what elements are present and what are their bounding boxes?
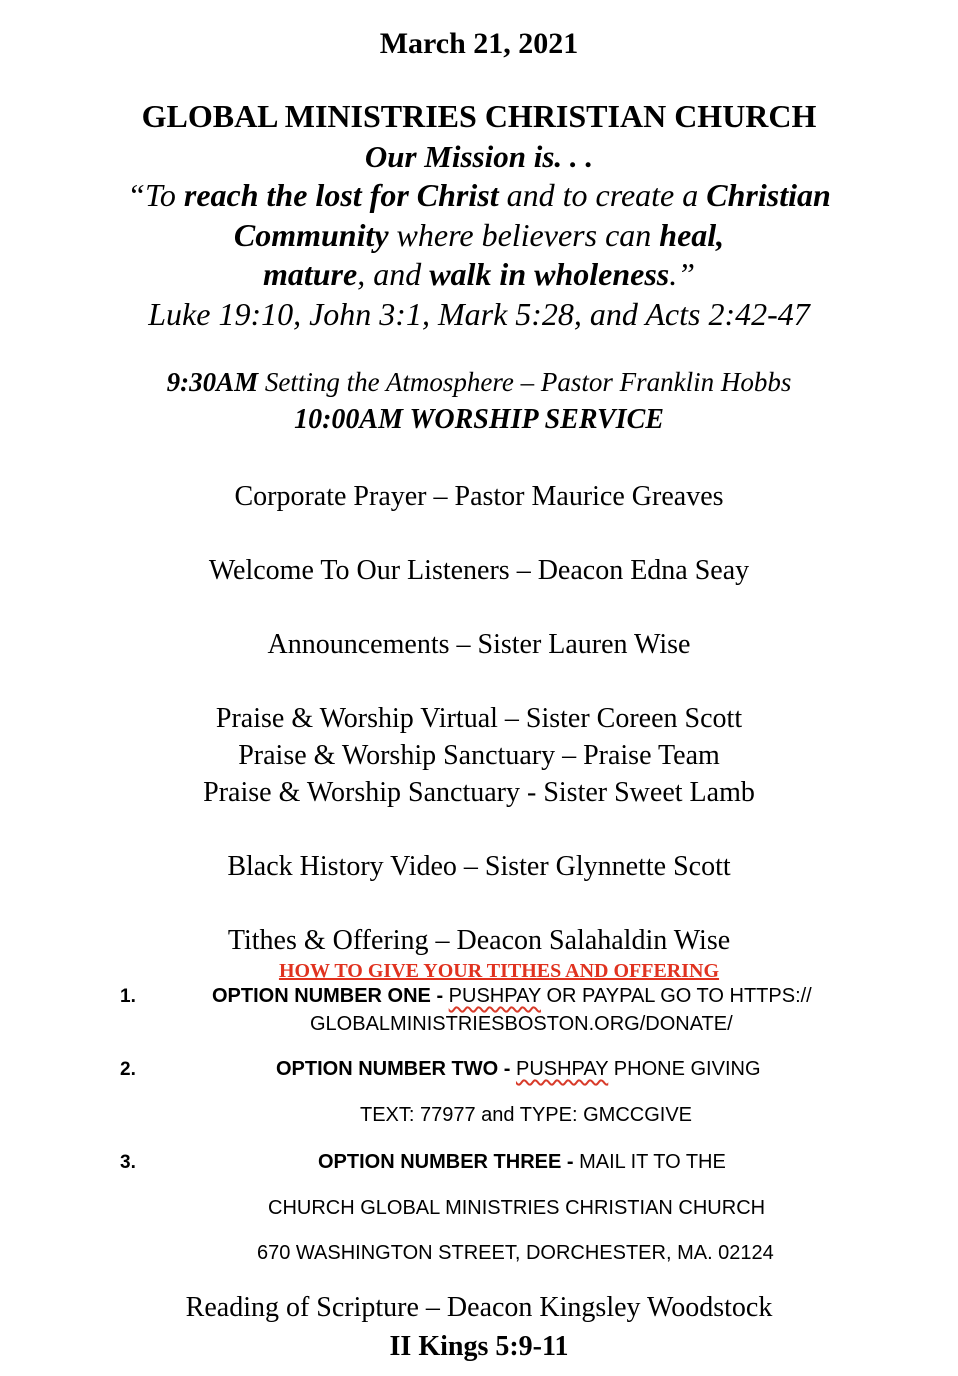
program-item-welcome: Welcome To Our Listeners – Deacon Edna Seay — [208, 555, 750, 586]
option-2-text: PHONE GIVING — [608, 1058, 761, 1080]
pre-service-line — [0, 367, 958, 398]
mission-emphasis: heal, — [659, 217, 725, 253]
option-1-url: GLOBALMINISTRIESBOSTON.ORG/DONATE/ — [310, 1013, 733, 1035]
option-3-text: MAIL IT TO THE — [579, 1151, 726, 1173]
mission-line-1 — [0, 177, 958, 214]
program-item-praise-virtual: Praise & Worship Virtual – Sister Coreen Scott — [215, 703, 743, 734]
program-item-announcements: Announcements – Sister Lauren Wise — [267, 629, 691, 660]
mission-emphasis: Christian — [706, 177, 831, 213]
mission-text: where believers can — [388, 217, 660, 253]
mission-line-2 — [0, 217, 958, 254]
option-3-line — [318, 1151, 726, 1174]
giving-heading: HOW TO GIVE YOUR TITHES AND OFFERING — [278, 960, 720, 982]
scripture-references: Luke 19:10, John 3:1, Mark 5:28, and Acts 2:42-47 — [148, 296, 810, 332]
mission-label: Our Mission is. . . — [364, 139, 594, 174]
option-1-text: OR PAYPAL GO TO HTTPS:// — [540, 985, 812, 1007]
pre-service-time: 9:30AM — [166, 367, 259, 397]
mission-text: , and — [357, 256, 430, 292]
option-2-line — [276, 1058, 761, 1081]
mission-text: .” — [669, 256, 696, 292]
mission-line-3 — [0, 256, 958, 293]
option-3-number: 3. — [120, 1152, 136, 1173]
pushpay-misspelled: PUSHPAY — [448, 985, 541, 1007]
program-item-corporate-prayer: Corporate Prayer – Pastor Maurice Greaves — [234, 481, 724, 512]
program-item-praise-sanctuary-solo: Praise & Worship Sanctuary - Sister Sweet Lamb — [203, 777, 755, 808]
program-item-black-history: Black History Video – Sister Glynnette Scott — [227, 851, 731, 882]
option-2-number: 2. — [120, 1059, 136, 1080]
option-1-line — [212, 985, 812, 1008]
option-2-label: OPTION NUMBER TWO - — [276, 1058, 516, 1080]
mission-text: and to create a — [498, 177, 707, 213]
bulletin-date: March 21, 2021 — [379, 27, 579, 60]
mission-text: “To — [127, 177, 184, 213]
church-name: GLOBAL MINISTRIES CHRISTIAN CHURCH — [141, 98, 817, 134]
mission-emphasis: Community — [233, 217, 389, 253]
option-2-text-instructions: TEXT: 77977 and TYPE: GMCCGIVE — [360, 1104, 692, 1126]
worship-service-heading: 10:00AM WORSHIP SERVICE — [294, 404, 664, 435]
mission-emphasis: mature — [262, 256, 358, 292]
option-3-label: OPTION NUMBER THREE - — [318, 1151, 580, 1173]
program-item-tithes: Tithes & Offering – Deacon Salahaldin Wise — [227, 925, 731, 956]
option-1-label: OPTION NUMBER ONE - — [212, 985, 449, 1007]
mission-emphasis: reach the lost for Christ — [183, 177, 499, 213]
option-3-address: 670 WASHINGTON STREET, DORCHESTER, MA. 02124 — [257, 1242, 774, 1264]
option-1-number: 1. — [120, 986, 136, 1007]
pushpay-misspelled: PUSHPAY — [515, 1058, 609, 1080]
pre-service-text: Setting the Atmosphere – Pastor Franklin Hobbs — [258, 367, 792, 397]
scripture-passage: II Kings 5:9-11 — [389, 1331, 569, 1362]
reading-of-scripture: Reading of Scripture – Deacon Kingsley Woodstock — [185, 1292, 773, 1323]
mission-emphasis: walk in wholeness — [429, 256, 670, 292]
option-3-church-name: CHURCH GLOBAL MINISTRIES CHRISTIAN CHURCH — [268, 1197, 766, 1219]
program-item-praise-sanctuary-team: Praise & Worship Sanctuary – Praise Team — [238, 740, 720, 771]
